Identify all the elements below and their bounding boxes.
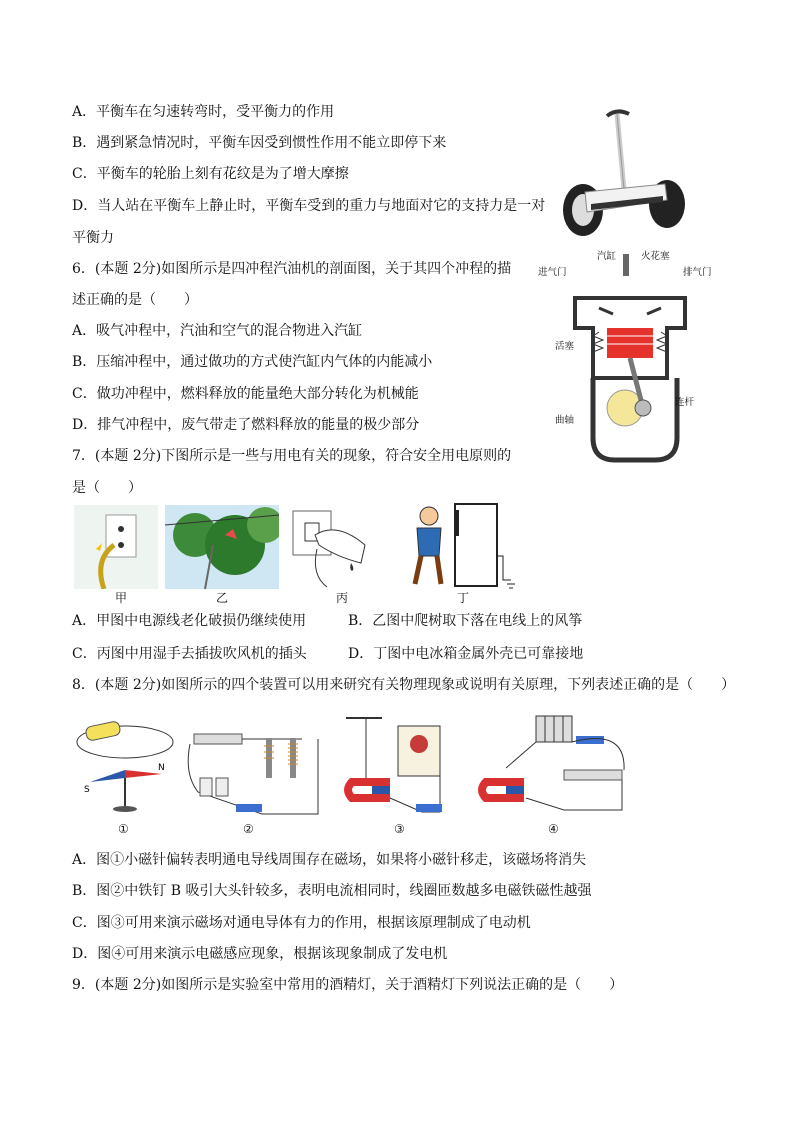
q5-option-c: C．平衡车的轮胎上刻有花纹是为了增大摩擦: [72, 166, 349, 182]
damaged-cord-image: [74, 505, 158, 589]
q5-option-a: A．平衡车在匀速转弯时，受平衡力的作用: [72, 104, 335, 120]
q5-option-d: D．当人站在平衡车上静止时，平衡车受到的重力与地面对它的支持力是一对: [72, 198, 546, 214]
label-connecting-rod: 连杆: [675, 397, 695, 408]
wet-hand-plug-image: [287, 505, 369, 589]
q5-option-d-cont: 平衡力: [72, 230, 114, 246]
q6-stem-line1: 6．(本题 2分)如图所示是四冲程汽油机的剖面图，关于其四个冲程的描: [72, 261, 512, 277]
caption-bing: 丙: [336, 591, 349, 605]
svg-text:N: N: [158, 763, 165, 773]
motor-principle-image: [336, 712, 454, 824]
q9-stem: 9．(本题 2分)如图所示是实验室中常用的酒精灯，关于酒精灯下列说法正确的是（ ）: [72, 977, 624, 993]
q7-option-b: B．乙图中爬树取下落在电线上的风筝: [348, 613, 583, 629]
q5-option-b: B．遇到紧急情况时，平衡车因受到惯性作用不能立即停下来: [72, 135, 447, 151]
caption-ding: 丁: [457, 591, 470, 605]
engine-cross-section-figure: [535, 248, 725, 473]
q7-stem-line2: 是（ ）: [72, 480, 142, 496]
label-piston: 活塞: [555, 341, 575, 352]
q7-option-d: D．丁图中电冰箱金属外壳已可靠接地: [348, 646, 584, 662]
label-spark-plug: 火花塞: [641, 251, 670, 262]
q6-stem-line2: 述正确的是（ ）: [72, 292, 198, 308]
oersted-experiment-image: [70, 712, 180, 822]
q6-option-c: C．做功冲程中，燃料释放的能量绝大部分转化为机械能: [72, 386, 419, 402]
q7-stem-line1: 7．(本题 2分)下图所示是一些与用电有关的现象，符合安全用电原则的: [72, 448, 512, 464]
svg-text:S: S: [84, 785, 90, 795]
balance-scooter-image: [555, 100, 695, 250]
caption-2: ②: [243, 822, 254, 836]
q7-option-a: A．甲图中电源线老化破损仍继续使用: [72, 613, 307, 629]
q8-stem: 8．(本题 2分)如图所示的四个装置可以用来研究有关物理现象或说明有关原理，下列表述正确的是（ ）: [72, 677, 736, 693]
caption-jia: 甲: [115, 591, 128, 605]
q6-option-b: B．压缩冲程中，通过做功的方式使汽缸内气体的内能减小: [72, 354, 433, 370]
q6-option-d: D．排气冲程中，废气带走了燃料释放的能量的极少部分: [72, 417, 420, 433]
caption-1: ①: [118, 822, 129, 836]
label-cylinder: 汽缸: [597, 251, 617, 262]
label-crankshaft: 曲轴: [555, 415, 575, 426]
fridge-grounding-image: [407, 500, 519, 592]
generator-principle-image: [466, 708, 634, 826]
label-exhaust-valve: 排气门: [683, 267, 712, 278]
q7-option-c: C．丙图中用湿手去插拔吹风机的插头: [72, 646, 307, 662]
q8-option-d: D．图④可用来演示电磁感应现象，根据该现象制成了发电机: [72, 946, 448, 962]
q8-option-b: B．图②中铁钉 B 吸引大头针较多，表明电流相同时，线圈匝数越多电磁铁磁性越强: [72, 883, 592, 899]
kite-on-wire-image: [165, 505, 279, 589]
caption-4: ④: [548, 822, 559, 836]
caption-yi: 乙: [216, 591, 229, 605]
q6-option-a: A．吸气冲程中，汽油和空气的混合物进入汽缸: [72, 323, 363, 339]
caption-3: ③: [394, 822, 405, 836]
q8-option-c: C．图③可用来演示磁场对通电导体有力的作用，根据该原理制成了电动机: [72, 915, 531, 931]
electromagnet-turns-image: [178, 724, 328, 822]
label-intake-valve: 进气门: [538, 267, 567, 278]
q8-option-a: A．图①小磁针偏转表明通电导线周围存在磁场，如果将小磁针移走，该磁场将消失: [72, 852, 587, 868]
